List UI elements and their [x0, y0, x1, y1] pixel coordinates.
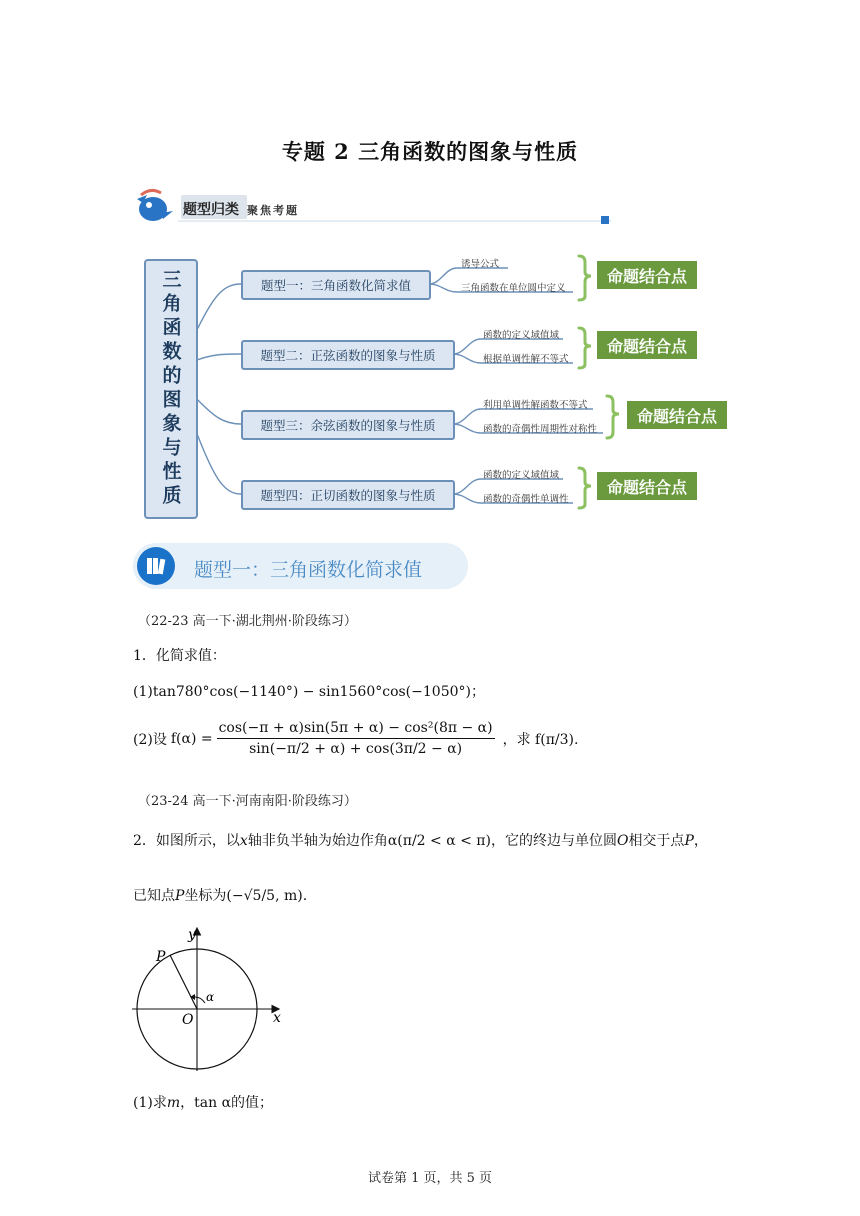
- q2-line1-a: 2．如图所示，以: [133, 833, 240, 849]
- q1-part2-prefix: (2)设: [133, 731, 167, 748]
- tag-4: 命题结合点: [597, 472, 697, 500]
- q1-part2-tail: ，求 f(π/3).: [502, 731, 579, 748]
- tag-1: 命题结合点: [597, 261, 697, 289]
- x-label: x: [273, 1010, 281, 1026]
- q1-part1: [133, 681, 485, 701]
- tag-2: 命题结合点: [597, 331, 697, 359]
- q2-line1-c: ，它的终边与单位圆: [490, 833, 617, 849]
- q2-line2-a: 已知点: [133, 888, 175, 904]
- q2-line1-P: P: [684, 833, 694, 849]
- q1-stem: 1．化简求值：: [133, 648, 226, 664]
- leaf-4-1: 函数的定义域值域: [483, 470, 560, 481]
- point-p-label: P: [156, 949, 166, 965]
- unit-circle-figure: [128, 925, 288, 1075]
- tag-3: 命题结合点: [627, 401, 727, 429]
- q1-part2-fa: f(α) =: [170, 730, 213, 747]
- root-label: 三角函数的图象与性质: [159, 269, 182, 509]
- q1-part2-numerator: cos(−π + α)sin(5π + α) − cos²(8π − α): [217, 720, 495, 739]
- leaf-3-2: 函数的奇偶性周期性对称性: [483, 424, 598, 435]
- terminal-side: [170, 955, 197, 1009]
- brace-3: [607, 396, 619, 438]
- q2-line2-coord: (−√5/5, m): [226, 888, 303, 904]
- q1-part1-expr: tan780°cos(−1140°) − sin1560°cos(−1050°)；: [152, 684, 485, 700]
- y-label: y: [188, 927, 196, 943]
- bird-icon: [137, 190, 173, 221]
- type-node-2: [241, 340, 455, 370]
- header-label: 题型归类: [183, 202, 239, 218]
- q2-part1-tail: 的值；: [231, 1095, 274, 1111]
- root-node: [144, 259, 198, 519]
- q2-line2-c: .: [302, 888, 308, 904]
- q2-line2-P: P: [175, 888, 185, 904]
- q2-line1-O: O: [616, 833, 629, 849]
- q2-line1-cond: α(π/2 < α < π): [387, 833, 491, 849]
- mindmap: [133, 236, 733, 526]
- books-icon: [137, 547, 175, 585]
- q2-part1-prefix: (1)求: [133, 1095, 167, 1111]
- type-node-4: [241, 480, 455, 510]
- q2-line1-b: 轴非负半轴为始边作角: [247, 833, 388, 849]
- origin-label: O: [182, 1012, 194, 1028]
- leaf-1-1: 诱导公式: [461, 259, 500, 270]
- leaf-2-2: 根据单调性解不等式: [483, 354, 569, 365]
- leaf-3-1: 利用单调性解函数不等式: [483, 400, 588, 411]
- q1-part2-fraction: [217, 720, 495, 757]
- header-sub: 聚焦考题: [247, 204, 299, 217]
- brace-2: [579, 328, 591, 368]
- type-label: 题型二：正弦函数的图象与性质: [260, 348, 436, 363]
- page-footer: 试卷第 1 页，共 5 页: [367, 1171, 493, 1186]
- q2-line1-d: 相交于点: [628, 833, 685, 849]
- q2-line1-e: ，: [693, 833, 708, 849]
- q1-source: （22-23 高一下·湖北荆州·阶段练习）: [138, 614, 357, 629]
- q2-line1-x: x: [239, 833, 248, 849]
- type-label: 题型四：正切函数的图象与性质: [260, 488, 436, 503]
- section-title: 题型一：三角函数化简求值: [194, 559, 423, 581]
- q2-part1-tan: tan α: [194, 1095, 232, 1111]
- leaf-1-2: 三角函数在单位圆中定义: [461, 283, 566, 294]
- q2-line2-b: 坐标为: [184, 888, 227, 904]
- q2-line1: [133, 830, 708, 850]
- alpha-label: α: [206, 990, 215, 1004]
- page-title: 专题 2 三角函数的图象与性质: [281, 139, 579, 164]
- brace-4: [579, 468, 591, 508]
- type-node-3: [241, 410, 455, 440]
- leaf-2-1: 函数的定义域值域: [483, 330, 560, 341]
- q2-part1-sep: ，: [180, 1095, 195, 1111]
- leaf-4-2: 函数的奇偶性单调性: [483, 494, 569, 505]
- q1-part2: [133, 720, 578, 757]
- q1-part2-denominator: sin(−π/2 + α) + cos(3π/2 − α): [249, 741, 463, 757]
- type-label: 题型三：余弦函数的图象与性质: [260, 418, 436, 433]
- q2-line2: [133, 885, 307, 905]
- type-label: 题型一：三角函数化简求值: [260, 278, 411, 293]
- q2-part1: [133, 1092, 273, 1112]
- q2-part1-m: m: [166, 1095, 181, 1111]
- q2-source: （23-24 高一下·河南南阳·阶段练习）: [138, 794, 357, 809]
- type-node-1: [241, 270, 431, 300]
- brace-1: [579, 256, 591, 300]
- q1-part1-prefix: (1): [133, 684, 153, 700]
